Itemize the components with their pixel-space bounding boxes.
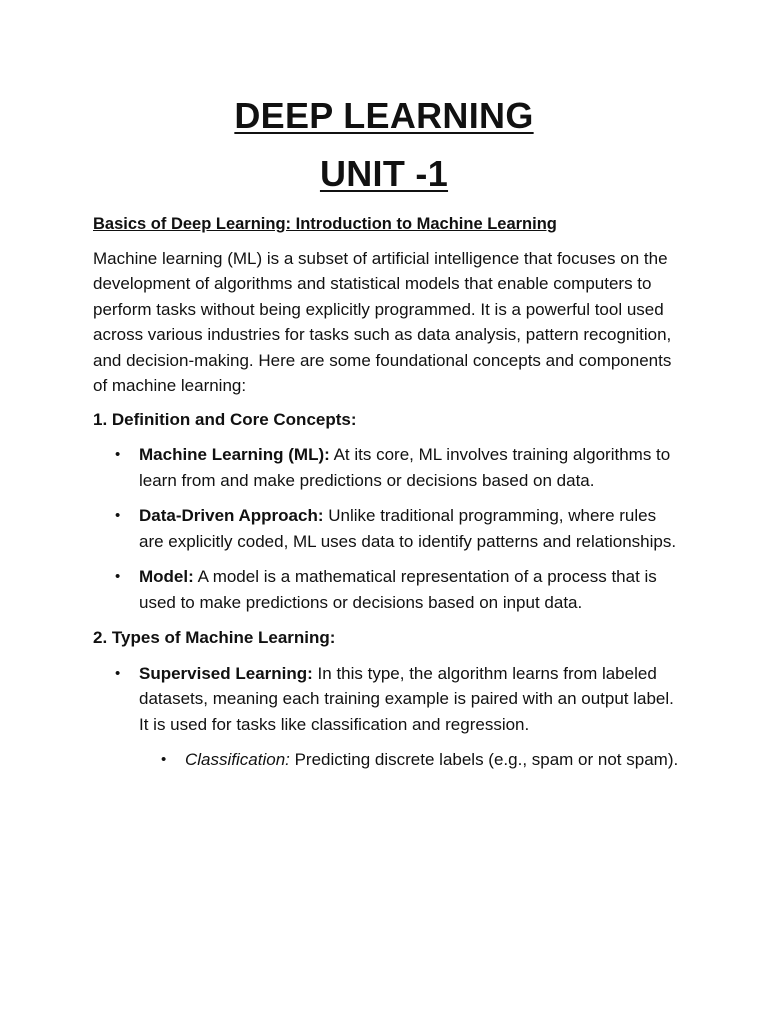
document-title: DEEP LEARNING bbox=[234, 95, 534, 136]
sublist-item bbox=[185, 747, 683, 773]
sublist-item-text: Predicting discrete labels (e.g., spam or not spam). bbox=[289, 750, 679, 769]
list-item-text: In this type, the algorithm learns from labeled datasets, meaning each training example is paired with an output label. It is used for tasks like classification and regression. bbox=[139, 663, 674, 734]
section-heading-definitions: 1. Definition and Core Concepts: bbox=[93, 409, 357, 429]
section-subheading: Basics of Deep Learning: Introduction to Machine Learning bbox=[93, 215, 557, 233]
list-item-text: Unlike traditional programming, where rules are explicitly coded, ML uses data to identify patterns and relationships. bbox=[139, 506, 677, 551]
list-item-term: Data-Driven Approach: bbox=[139, 506, 324, 525]
list-item-term: Model: bbox=[139, 567, 194, 586]
list-item-term: Machine Learning (ML): bbox=[139, 445, 330, 464]
list-item-text: A model is a mathematical representation of a process that is used to make predictions or decisions based on input data. bbox=[139, 567, 657, 612]
sublist bbox=[139, 747, 683, 773]
list-item-text: At its core, ML involves training algorithms to learn from and make predictions or decisions based on data. bbox=[139, 445, 671, 490]
list-item bbox=[139, 564, 683, 615]
document-body bbox=[93, 212, 683, 783]
sublist-item-term: Classification: bbox=[185, 750, 290, 769]
section-heading-types: 2. Types of Machine Learning: bbox=[93, 628, 336, 647]
unit-title: UNIT -1 bbox=[319, 153, 449, 194]
list-item bbox=[139, 503, 683, 554]
intro-paragraph: Machine learning (ML) is a subset of artificial intelligence that focuses on the development of algorithms and statistical models that enable computers to perform tasks without being explicitly programmed. It is a powerful tool used across various industries for tasks such as data analysis, pattern recognition, and decision-making. Here are some foundational concepts and components of machine learning: bbox=[93, 248, 672, 395]
definitions-list bbox=[93, 442, 683, 615]
list-item bbox=[139, 661, 683, 773]
list-item-term: Supervised Learning: bbox=[139, 663, 313, 683]
types-list bbox=[93, 661, 683, 773]
list-item bbox=[139, 442, 683, 493]
